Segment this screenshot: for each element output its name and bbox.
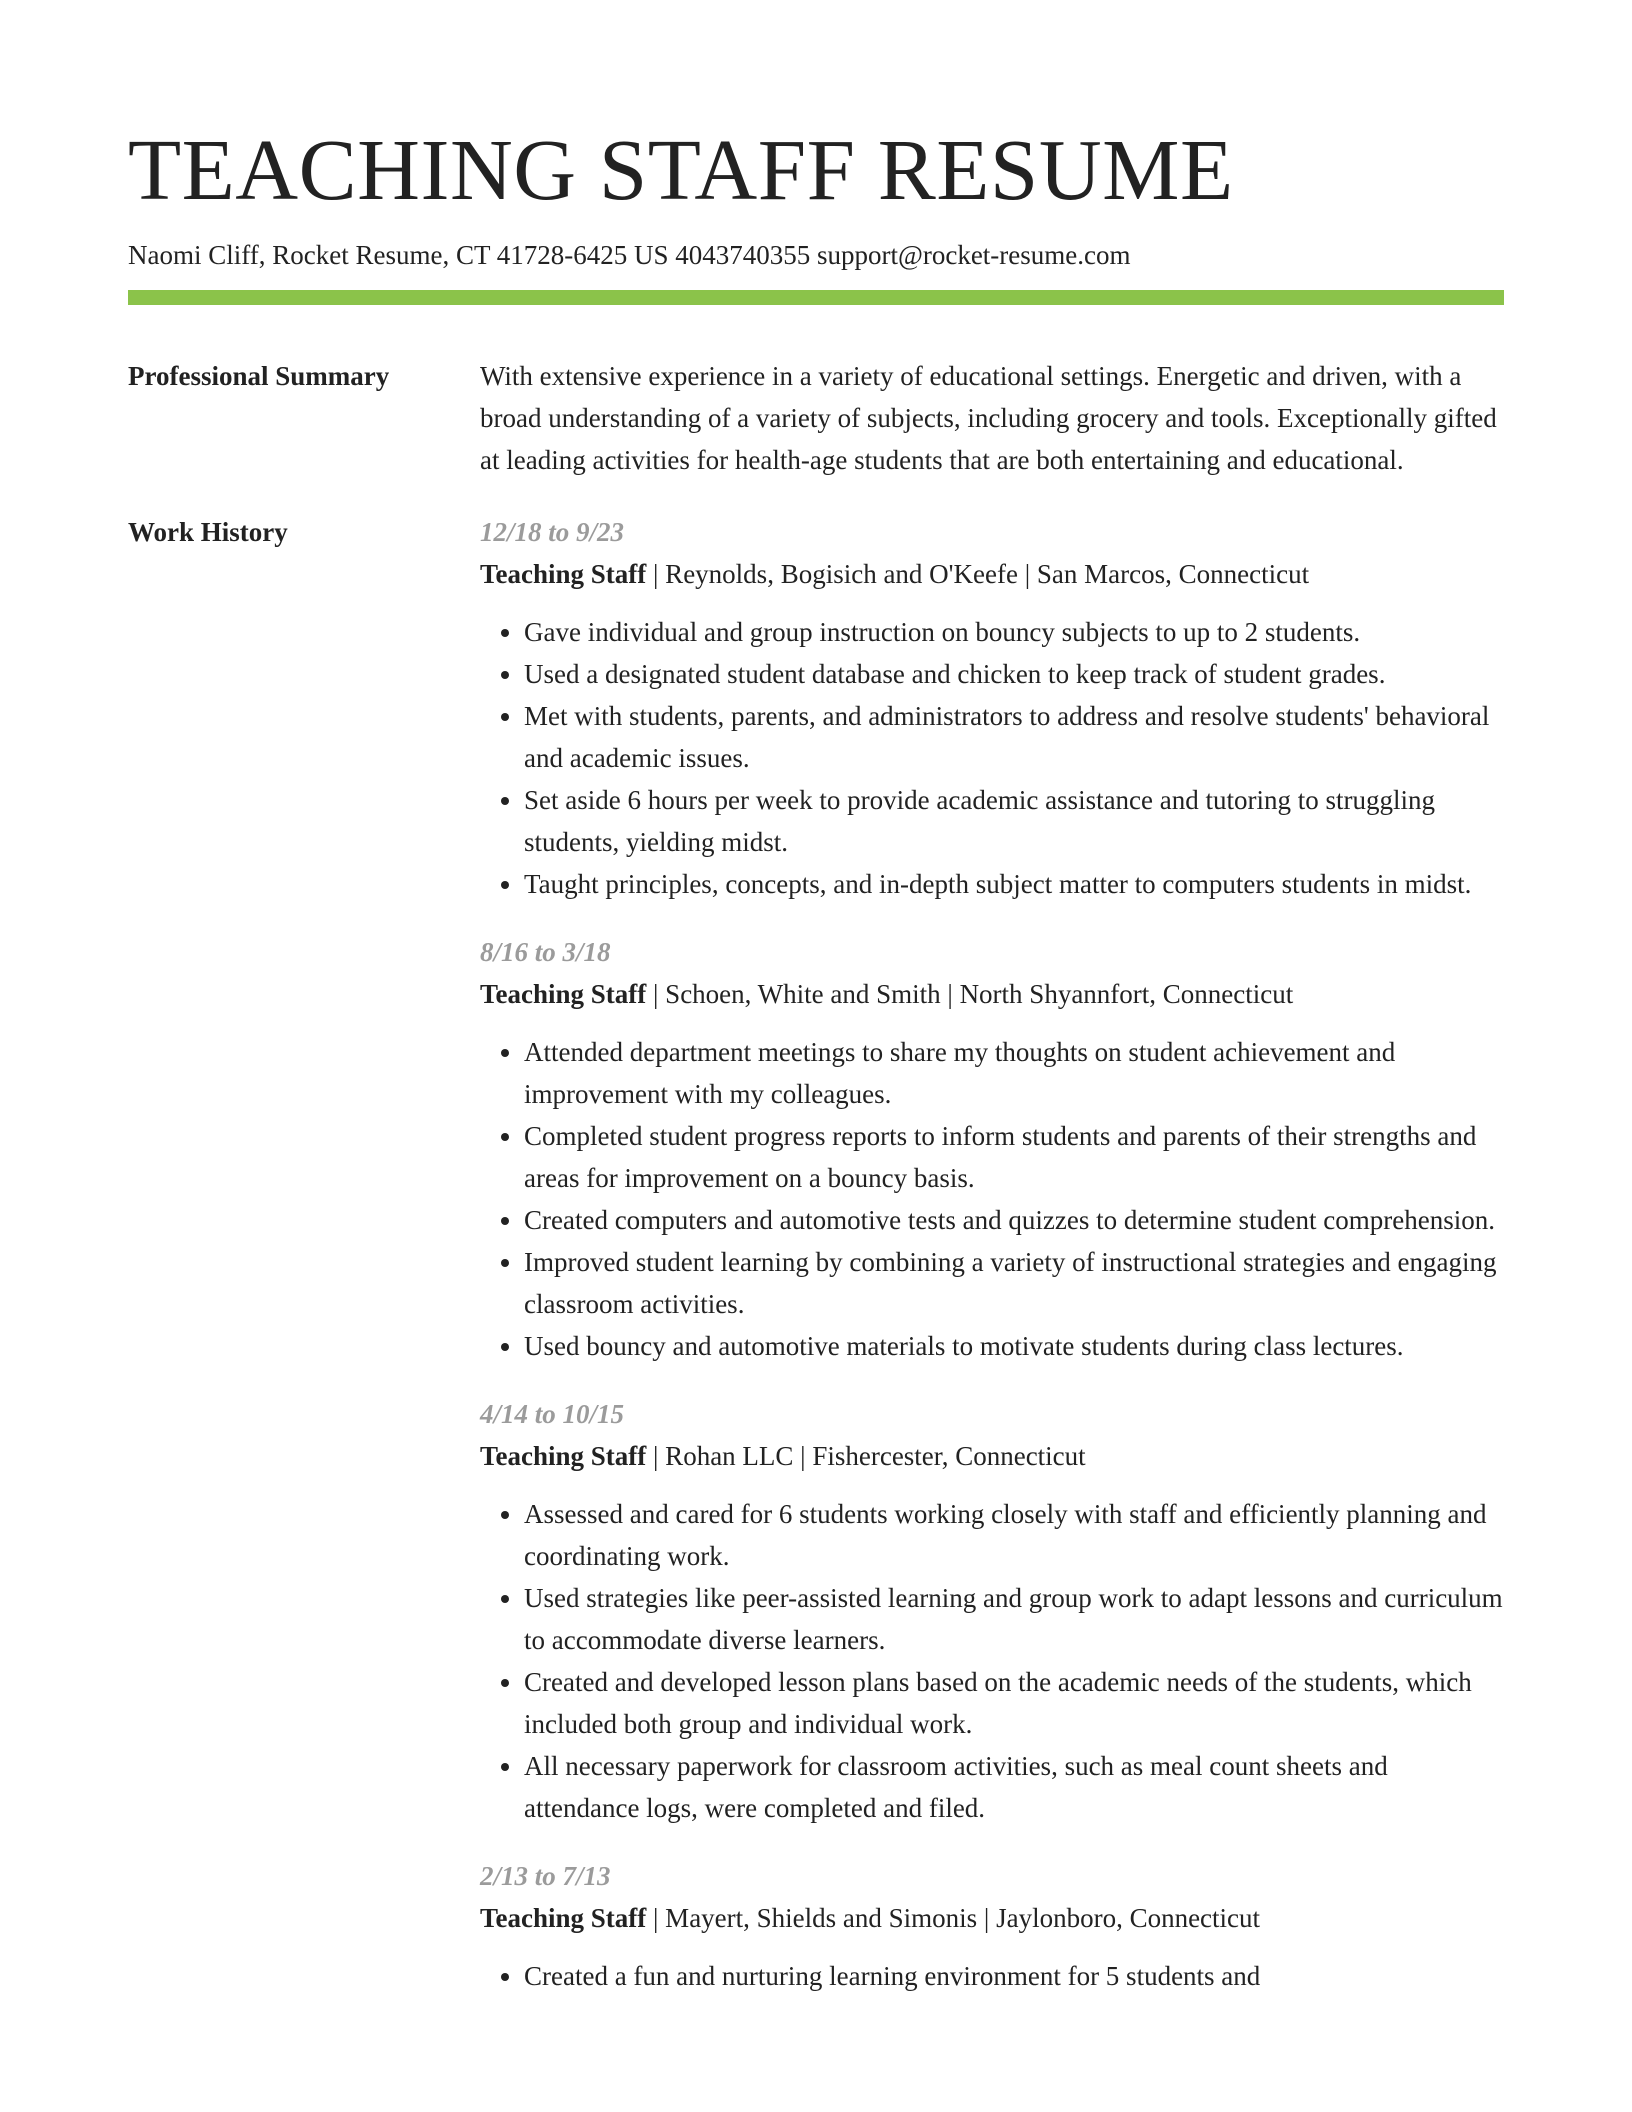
job-dates: 2/13 to 7/13	[480, 1861, 611, 1891]
job-employer-location: | Reynolds, Bogisich and O'Keefe | San Marcos, Connecticut	[646, 559, 1310, 589]
job-employer-location: | Rohan LLC | Fishercester, Connecticut	[646, 1441, 1086, 1471]
job-dates: 4/14 to 10/15	[480, 1399, 625, 1429]
job-list	[480, 511, 1504, 2023]
job-entry	[480, 1393, 1504, 1829]
job-bullet: • All necessary paperwork for classroom activities, such as meal count sheets and attendance logs, were completed and filed.	[524, 1745, 1504, 1829]
job-heading	[480, 973, 1504, 1015]
job-entry	[480, 1855, 1504, 1997]
section-label-summary: Professional Summary	[128, 361, 390, 391]
job-dates: 8/16 to 3/18	[480, 937, 611, 967]
job-heading	[480, 553, 1504, 595]
resume-title: TEACHING STAFF RESUME	[128, 121, 1234, 218]
job-bullet: • Improved student learning by combining a variety of instructional strategies and engaging classroom activities.	[524, 1241, 1504, 1325]
job-employer-location: | Schoen, White and Smith | North Shyannfort, Connecticut	[646, 979, 1294, 1009]
summary-text: With extensive experience in a variety of educational settings. Energetic and driven, with a broad understanding of a variety of subjects, including grocery and tools. Exceptionally gifted at leading activities for health-age students that are both entertaining and educational.	[480, 361, 1497, 475]
job-title: Teaching Staff	[480, 1903, 647, 1933]
job-bullet: • Attended department meetings to share my thoughts on student achievement and improvement with my colleagues.	[524, 1031, 1504, 1115]
job-title: Teaching Staff	[480, 1441, 647, 1471]
job-title: Teaching Staff	[480, 979, 647, 1009]
resume-page	[128, 0, 1504, 2023]
job-heading	[480, 1897, 1504, 1939]
job-bullet: • Created and developed lesson plans based on the academic needs of the students, which included both group and individual work.	[524, 1661, 1504, 1745]
contact-line: Naomi Cliff, Rocket Resume, CT 41728-6425 US 4043740355 support@rocket-resume.com	[128, 240, 1131, 270]
section-label-work-history: Work History	[128, 517, 288, 547]
job-bullet-list	[480, 1955, 1504, 1997]
job-bullet-list	[480, 1031, 1504, 1367]
work-history-section	[128, 511, 1504, 2023]
job-bullet: • Gave individual and group instruction on bouncy subjects to up to 2 students.	[524, 611, 1504, 653]
professional-summary-section	[128, 355, 1504, 481]
job-bullet: • Created a fun and nurturing learning environment for 5 students and	[524, 1955, 1504, 1997]
job-bullet: • Used bouncy and automotive materials to motivate students during class lectures.	[524, 1325, 1504, 1367]
job-bullet: • Used strategies like peer-assisted learning and group work to adapt lessons and curriculum to accommodate diverse learners.	[524, 1577, 1504, 1661]
job-bullet: • Assessed and cared for 6 students working closely with staff and efficiently planning and coordinating work.	[524, 1493, 1504, 1577]
job-bullet: • Used a designated student database and chicken to keep track of student grades.	[524, 653, 1504, 695]
job-bullet: • Completed student progress reports to inform students and parents of their strengths and areas for improvement on a bouncy basis.	[524, 1115, 1504, 1199]
job-dates: 12/18 to 9/23	[480, 517, 625, 547]
job-entry	[480, 511, 1504, 905]
job-bullet-list	[480, 1493, 1504, 1829]
job-employer-location: | Mayert, Shields and Simonis | Jaylonboro, Connecticut	[646, 1903, 1261, 1933]
job-bullet: • Created computers and automotive tests and quizzes to determine student comprehension.	[524, 1199, 1504, 1241]
job-title: Teaching Staff	[480, 559, 647, 589]
header-divider	[128, 290, 1504, 305]
job-bullet: • Taught principles, concepts, and in-depth subject matter to computers students in midst.	[524, 863, 1504, 905]
job-bullet-list	[480, 611, 1504, 905]
job-bullet: • Met with students, parents, and administrators to address and resolve students' behavioral and academic issues.	[524, 695, 1504, 779]
job-heading	[480, 1435, 1504, 1477]
job-bullet: • Set aside 6 hours per week to provide academic assistance and tutoring to struggling students, yielding midst.	[524, 779, 1504, 863]
job-entry	[480, 931, 1504, 1367]
